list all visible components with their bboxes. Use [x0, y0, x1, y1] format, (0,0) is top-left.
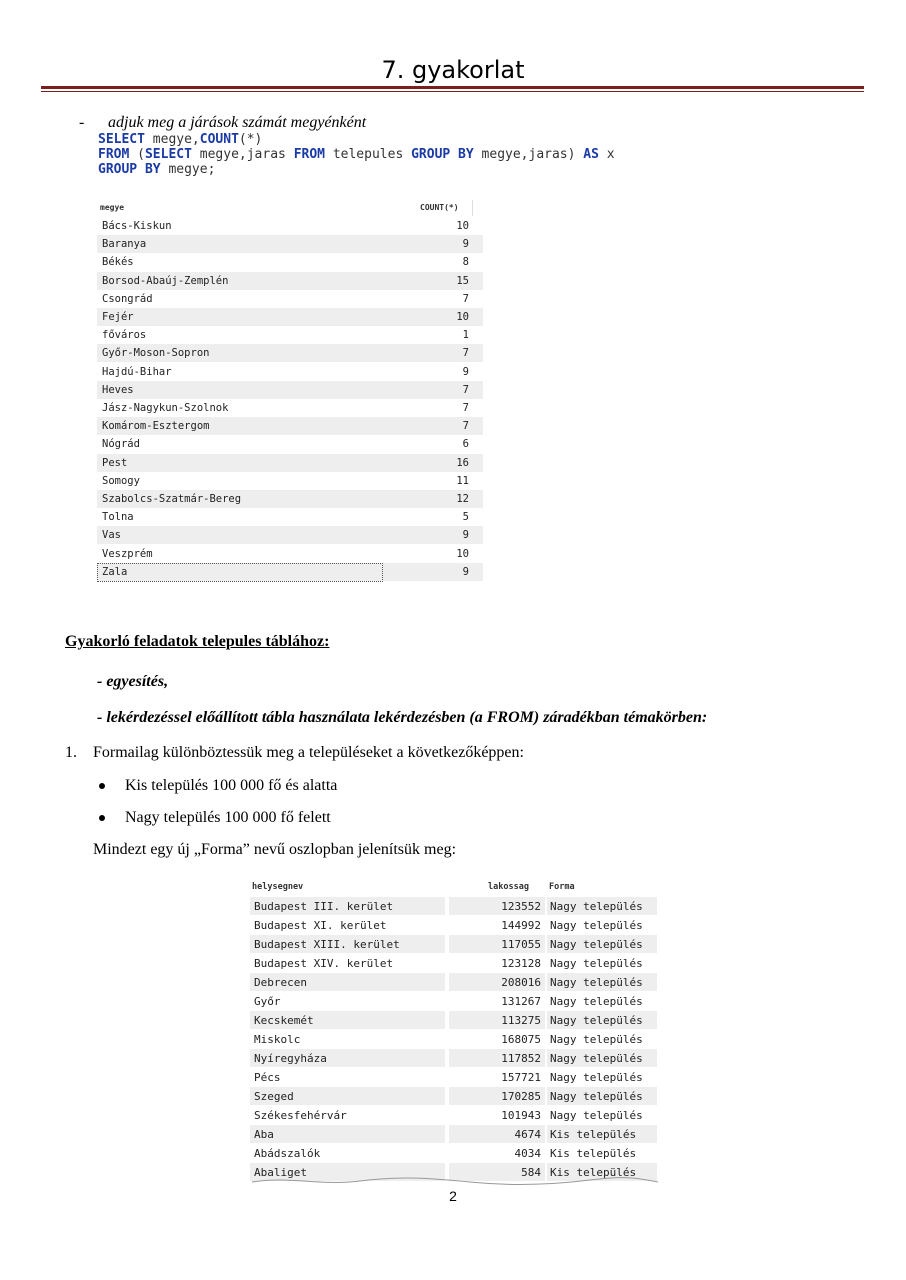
table-row: [97, 326, 483, 344]
cell-lakossag: 157721: [501, 1071, 541, 1084]
table-row: [97, 290, 483, 308]
cell-count: 9: [462, 365, 469, 378]
task-description: adjuk meg a járások számát megyénként: [108, 114, 367, 131]
task-dash: -: [79, 114, 85, 131]
cell-megye: Pest: [102, 456, 128, 469]
table-row: [97, 545, 483, 563]
sql-line: [98, 132, 615, 147]
cell-forma: Nagy település: [550, 900, 643, 913]
table-row: [250, 992, 657, 1011]
cell-megye: Bács-Kiskun: [102, 220, 172, 232]
cell-lakossag: 123552: [501, 900, 541, 913]
sql-keyword: FROM: [98, 147, 130, 162]
cell-megye: Zala: [102, 565, 128, 578]
cell-forma: Nagy település: [550, 1090, 643, 1103]
sql-line: [98, 162, 615, 177]
cell-count: 9: [462, 529, 469, 542]
sql-line: [98, 147, 615, 162]
cell-megye: Vas: [102, 529, 121, 542]
table-row: [97, 344, 483, 362]
header-rule-thick: [41, 86, 864, 89]
cell-forma: Nagy település: [550, 1052, 643, 1065]
table-row: [97, 272, 483, 290]
cell-forma: Nagy település: [550, 938, 643, 951]
table-row: [97, 472, 483, 490]
sql-text: megye;: [160, 162, 216, 177]
cell-helysegnev: Szeged: [254, 1090, 294, 1103]
table-row: [97, 490, 483, 508]
cell-forma: Kis település: [550, 1166, 637, 1179]
table-row: [250, 1106, 657, 1125]
table-row: [250, 935, 657, 954]
table-row: [250, 1030, 657, 1049]
table-row: [250, 1087, 657, 1106]
cell-count: 7: [462, 420, 469, 433]
cell-megye: Fejér: [102, 311, 134, 323]
cell-lakossag: 4674: [514, 1128, 541, 1141]
cell-helysegnev: Budapest XI. kerület: [254, 919, 387, 932]
item-text: Formailag különböztessük meg a településeket a következőképpen:: [93, 744, 524, 761]
table-row: [250, 1049, 657, 1068]
cell-count: 7: [462, 402, 469, 414]
cell-helysegnev: Debrecen: [254, 976, 307, 989]
cell-lakossag: 113275: [501, 1014, 541, 1027]
cell-megye: Szabolcs-Szatmár-Bereg: [102, 493, 242, 505]
cell-megye: Csongrád: [102, 292, 153, 305]
topic-egyesites: - egyesítés,: [97, 673, 169, 690]
cell-count: 7: [462, 292, 469, 305]
table2-header-pop: lakossag: [488, 882, 529, 892]
table-row: [97, 508, 483, 526]
cell-count: 6: [462, 438, 469, 451]
cell-count: 12: [456, 493, 469, 505]
cell-megye: főváros: [102, 329, 147, 342]
cell-megye: Nógrád: [102, 438, 140, 451]
sql-text: megye,jaras: [191, 147, 294, 162]
cell-helysegnev: Győr: [254, 995, 281, 1008]
table-row: [97, 454, 483, 472]
table-row: [250, 1068, 657, 1087]
table-row: [250, 1144, 657, 1163]
cell-lakossag: 4034: [514, 1147, 541, 1160]
page-number: 2: [449, 1188, 457, 1204]
sql-text: x: [598, 147, 615, 162]
cell-lakossag: 101943: [501, 1109, 541, 1122]
table1-header-count: COUNT(*): [420, 203, 459, 212]
cell-megye: Békés: [102, 256, 134, 269]
cell-lakossag: 131267: [501, 995, 541, 1008]
cell-forma: Nagy település: [550, 957, 643, 970]
cell-forma: Nagy település: [550, 1014, 643, 1027]
sql-keyword: GROUP BY: [411, 147, 474, 162]
cell-megye: Tolna: [102, 511, 134, 524]
sql-keyword: SELECT: [98, 132, 145, 147]
table-row: [250, 1125, 657, 1144]
sql-text: (*): [238, 132, 263, 147]
cell-count: 16: [456, 456, 469, 469]
cell-forma: Nagy település: [550, 976, 643, 989]
table-row: [250, 1011, 657, 1030]
cell-count: 11: [456, 474, 469, 487]
cell-helysegnev: Abádszalók: [254, 1147, 321, 1160]
table-row: [250, 897, 657, 916]
selected-cell-outline: [97, 563, 383, 582]
table-row: [97, 435, 483, 453]
table1-header-separator: [472, 200, 473, 216]
table2-header-name: helysegnev: [252, 882, 304, 892]
sql-text: telepules: [325, 147, 412, 162]
bullet-dot-icon: [99, 783, 105, 789]
bullet-kis-telepules: Kis település 100 000 fő és alatta: [125, 777, 338, 794]
cell-helysegnev: Budapest III. kerület: [254, 900, 394, 913]
topic-subquery: - lekérdezéssel előállított tábla használata lekérdezésben (a FROM) záradékban témakörben:: [97, 709, 708, 726]
cell-forma: Nagy település: [550, 919, 643, 932]
cell-megye: Hajdú-Bihar: [102, 365, 172, 378]
table1-header-megye: megye: [100, 203, 125, 212]
cell-helysegnev: Budapest XIII. kerület: [254, 938, 400, 951]
cell-helysegnev: Budapest XIV. kerület: [254, 957, 394, 970]
header-rule-thin: [41, 91, 864, 92]
cell-helysegnev: Székesfehérvár: [254, 1109, 347, 1122]
bullet-nagy-telepules: Nagy település 100 000 fő felett: [125, 809, 331, 826]
sql-keyword: COUNT: [199, 132, 239, 147]
page-header-title: 7. gyakorlat: [381, 56, 525, 84]
cell-lakossag: 117852: [501, 1052, 541, 1065]
bullet-dot-icon: [99, 815, 105, 821]
table-row: [97, 381, 483, 399]
section-heading: Gyakorló feladatok telepules táblához:: [65, 633, 330, 650]
sql-query: [98, 132, 615, 177]
table-row: [97, 363, 483, 381]
sql-text: megye,jaras): [473, 147, 584, 162]
sql-keyword: AS: [583, 147, 599, 162]
cell-megye: Borsod-Abaúj-Zemplén: [102, 274, 229, 287]
cell-count: 1: [462, 329, 469, 342]
cell-lakossag: 584: [521, 1166, 541, 1179]
cell-count: 9: [462, 238, 469, 251]
cell-helysegnev: Pécs: [254, 1071, 281, 1084]
table-row: [250, 916, 657, 935]
cell-megye: Jász-Nagykun-Szolnok: [102, 402, 229, 414]
table-row: [250, 954, 657, 973]
table-row: [97, 399, 483, 417]
cell-helysegnev: Miskolc: [254, 1033, 301, 1046]
table-row: [97, 308, 483, 326]
cell-megye: Somogy: [102, 474, 140, 487]
cell-count: 8: [462, 256, 469, 269]
cell-megye: Komárom-Esztergom: [102, 420, 210, 433]
cell-lakossag: 208016: [501, 976, 541, 989]
sql-keyword: SELECT: [144, 147, 192, 162]
cell-count: 7: [462, 347, 469, 360]
sql-keyword: GROUP BY: [98, 162, 161, 177]
cell-count: 7: [462, 383, 469, 396]
table-row: [97, 253, 483, 271]
cell-count: 5: [462, 511, 469, 524]
cell-count: 10: [456, 220, 469, 232]
cell-count: 10: [456, 547, 469, 560]
cell-lakossag: 123128: [501, 957, 541, 970]
cell-megye: Baranya: [102, 238, 147, 251]
cell-lakossag: 170285: [501, 1090, 541, 1103]
cell-forma: Kis település: [550, 1147, 637, 1160]
table-row: [97, 217, 483, 235]
table-row: [250, 973, 657, 992]
cell-forma: Nagy település: [550, 1109, 643, 1122]
table-row: [97, 526, 483, 544]
cell-megye: Veszprém: [102, 547, 153, 560]
cell-lakossag: 117055: [501, 938, 541, 951]
cell-megye: Győr-Moson-Sopron: [102, 347, 210, 360]
cell-lakossag: 168075: [501, 1033, 541, 1046]
sql-text: (: [129, 147, 145, 162]
cell-lakossag: 144992: [501, 919, 541, 932]
cell-helysegnev: Abaliget: [254, 1166, 307, 1179]
table-row: [97, 417, 483, 435]
cell-count: 15: [456, 274, 469, 287]
sql-text: megye,: [144, 132, 200, 147]
torn-edge-decoration: [250, 1176, 660, 1186]
summary-text: Mindezt egy új „Forma” nevű oszlopban jelenítsük meg:: [93, 841, 457, 858]
item-number: 1.: [65, 744, 77, 761]
cell-forma: Nagy település: [550, 1033, 643, 1046]
cell-helysegnev: Kecskemét: [254, 1014, 314, 1027]
cell-helysegnev: Nyíregyháza: [254, 1052, 327, 1065]
sql-keyword: FROM: [293, 147, 325, 162]
cell-helysegnev: Aba: [254, 1128, 274, 1141]
table2-header-form: Forma: [549, 882, 575, 892]
cell-forma: Nagy település: [550, 1071, 643, 1084]
cell-count: 10: [456, 311, 469, 323]
table-row: [97, 235, 483, 253]
cell-forma: Kis település: [550, 1128, 637, 1141]
cell-count: 9: [462, 565, 469, 578]
cell-forma: Nagy település: [550, 995, 643, 1008]
cell-megye: Heves: [102, 383, 134, 396]
